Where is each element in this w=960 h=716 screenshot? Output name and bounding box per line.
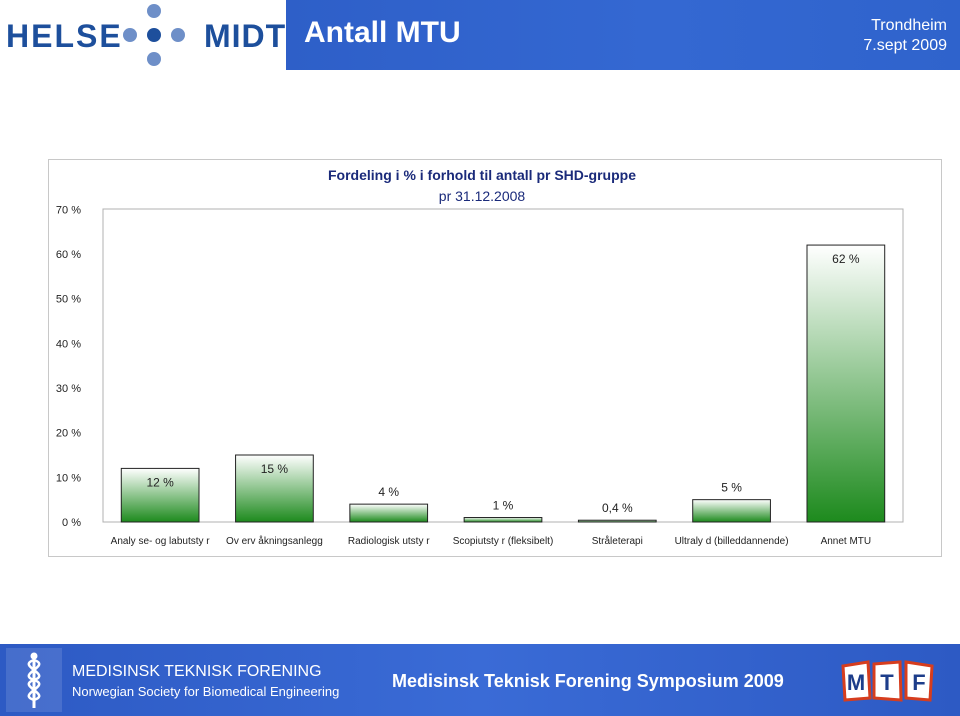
data-label: 5 % <box>721 480 742 495</box>
bar <box>464 518 542 522</box>
footer-org-name: MEDISINSK TEKNISK FORENING <box>72 663 322 680</box>
footer-symposium-title: Medisinsk Teknisk Forening Symposium 2009 <box>392 671 784 691</box>
y-tick-label: 20 % <box>55 427 81 440</box>
bar <box>350 504 428 522</box>
logo-dots-icon <box>114 0 194 70</box>
mtf-logo <box>840 658 936 704</box>
chart-subtitle: pr 31.12.2008 <box>438 188 526 204</box>
y-tick-label: 30 % <box>55 383 81 395</box>
y-tick-label: 10 % <box>55 472 81 485</box>
y-tick-label: 60 % <box>55 249 81 261</box>
mtf-letter-f: F <box>912 670 926 695</box>
data-label: 12 % <box>146 475 174 490</box>
bar-chart <box>49 160 941 556</box>
x-axis-labels <box>111 535 871 547</box>
y-tick-label: 70 % <box>55 204 81 217</box>
bars-group <box>121 245 884 522</box>
x-tick-label: Ov erv åkningsanlegg <box>226 536 323 547</box>
x-tick-label: Annet MTU <box>820 536 872 547</box>
location-label: Trondheim <box>871 17 947 34</box>
y-tick-label: 0 % <box>62 517 81 529</box>
data-label: 4 % <box>378 485 400 500</box>
x-tick-label: Scopiutsty r (fleksibelt) <box>452 536 554 547</box>
bar <box>807 245 885 522</box>
page-title: Antall MTU <box>304 16 461 49</box>
y-tick-label: 40 % <box>55 338 81 351</box>
title-bar <box>286 0 960 70</box>
x-tick-label: Radiologisk utsty r <box>347 536 430 547</box>
helse-midt-logo <box>0 0 286 70</box>
chart-title: Fordeling i % i forhold til antall pr SHD-gruppe <box>328 167 636 183</box>
logo-text-midt: MIDT <box>204 18 287 54</box>
footer-org-subtitle: Norwegian Society for Biomedical Engineering <box>72 684 340 699</box>
header-bar <box>0 0 960 70</box>
data-label: 62 % <box>832 252 860 267</box>
x-tick-label: Ultraly d (billeddannende) <box>674 536 789 547</box>
chart-frame <box>48 159 942 557</box>
plot-area <box>103 209 903 522</box>
x-tick-label: Stråleterapi <box>591 536 643 547</box>
date-label: 7.sept 2009 <box>863 37 947 54</box>
data-label: 15 % <box>260 462 289 476</box>
y-axis-ticks <box>56 204 81 529</box>
y-tick-label: 50 % <box>55 293 81 306</box>
bar <box>578 520 656 522</box>
data-label: 1 % <box>492 498 514 513</box>
logo-text-helse: HELSE <box>6 18 123 54</box>
footer-bar <box>0 644 960 716</box>
mtf-letter-t: T <box>880 670 894 695</box>
bar <box>693 500 771 522</box>
caduceus-emblem-icon <box>6 648 62 712</box>
data-label: 0,4 % <box>601 501 633 516</box>
x-tick-label: Analy se- og labutsty r <box>110 536 210 547</box>
mtf-letter-m: M <box>846 670 866 695</box>
